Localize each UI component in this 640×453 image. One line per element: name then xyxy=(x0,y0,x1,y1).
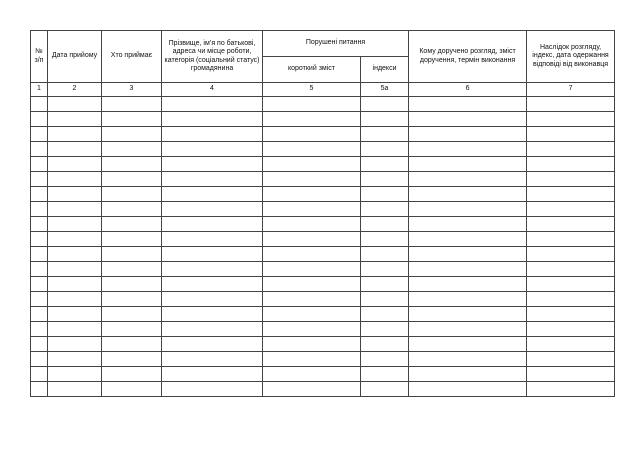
table-cell xyxy=(361,232,409,247)
table-cell xyxy=(361,382,409,397)
table-cell xyxy=(48,172,102,187)
table-cell xyxy=(361,172,409,187)
table-row xyxy=(31,127,615,142)
table-cell xyxy=(263,127,361,142)
table-cell xyxy=(263,187,361,202)
table-cell xyxy=(31,187,48,202)
table-row xyxy=(31,352,615,367)
table-cell xyxy=(162,142,263,157)
blank-entry-rows xyxy=(31,97,615,397)
header-short-content: короткий зміст xyxy=(263,57,361,83)
table-cell xyxy=(361,187,409,202)
table-cell xyxy=(361,217,409,232)
header-issues-group: Порушені питання xyxy=(263,31,409,57)
table-cell xyxy=(31,382,48,397)
table-cell xyxy=(409,322,527,337)
table-cell xyxy=(102,352,162,367)
table-cell xyxy=(48,112,102,127)
table-cell xyxy=(263,202,361,217)
table-cell xyxy=(527,322,615,337)
table-cell xyxy=(31,217,48,232)
table-cell xyxy=(409,352,527,367)
table-cell xyxy=(48,322,102,337)
table-cell xyxy=(31,112,48,127)
table-cell xyxy=(527,277,615,292)
table-cell xyxy=(409,97,527,112)
table-cell xyxy=(361,277,409,292)
table-row xyxy=(31,202,615,217)
table-cell xyxy=(162,172,263,187)
table-cell xyxy=(409,292,527,307)
table-cell xyxy=(361,322,409,337)
table-row xyxy=(31,142,615,157)
table-cell xyxy=(102,307,162,322)
table-cell xyxy=(31,352,48,367)
table-row xyxy=(31,277,615,292)
table-cell xyxy=(31,262,48,277)
table-cell xyxy=(102,97,162,112)
table-cell xyxy=(527,217,615,232)
table-cell xyxy=(162,232,263,247)
table-cell xyxy=(527,352,615,367)
table-cell xyxy=(361,292,409,307)
table-cell xyxy=(527,142,615,157)
table-cell xyxy=(527,367,615,382)
table-cell xyxy=(102,322,162,337)
table-cell xyxy=(409,247,527,262)
table-cell xyxy=(527,97,615,112)
column-number-cell: 7 xyxy=(527,83,615,97)
table-cell xyxy=(409,382,527,397)
header-date-received: Дата прийому xyxy=(48,31,102,83)
table-cell xyxy=(102,142,162,157)
table-row xyxy=(31,337,615,352)
header-assigned-to: Кому доручено розгляд, зміст доручення, термін виконання xyxy=(409,31,527,83)
table-cell xyxy=(31,97,48,112)
column-number-cell: 3 xyxy=(102,83,162,97)
table-row xyxy=(31,292,615,307)
table-row xyxy=(31,187,615,202)
table-cell xyxy=(102,202,162,217)
header-received-by: Хто приймає xyxy=(102,31,162,83)
table-cell xyxy=(102,127,162,142)
table-cell xyxy=(31,367,48,382)
table-cell xyxy=(31,337,48,352)
table-row xyxy=(31,97,615,112)
table-row xyxy=(31,172,615,187)
table-cell xyxy=(361,337,409,352)
table-cell xyxy=(263,292,361,307)
header-indices: індекси xyxy=(361,57,409,83)
table-cell xyxy=(361,157,409,172)
table-cell xyxy=(527,337,615,352)
table-cell xyxy=(48,262,102,277)
table-cell xyxy=(263,262,361,277)
table-cell xyxy=(31,142,48,157)
table-cell xyxy=(263,112,361,127)
table-cell xyxy=(409,337,527,352)
table-cell xyxy=(409,202,527,217)
table-cell xyxy=(409,172,527,187)
table-row xyxy=(31,262,615,277)
table-cell xyxy=(102,112,162,127)
table-row xyxy=(31,232,615,247)
table-cell xyxy=(48,202,102,217)
header-number: № з/п xyxy=(31,31,48,83)
table-cell xyxy=(263,352,361,367)
table-cell xyxy=(361,97,409,112)
table-cell xyxy=(48,337,102,352)
column-number-cell: 4 xyxy=(162,83,263,97)
table-cell xyxy=(527,187,615,202)
table-cell xyxy=(527,292,615,307)
table-cell xyxy=(263,157,361,172)
table-row xyxy=(31,382,615,397)
table-cell xyxy=(409,157,527,172)
table-row xyxy=(31,367,615,382)
journal-sheet xyxy=(30,30,614,397)
table-cell xyxy=(263,232,361,247)
table-row xyxy=(31,157,615,172)
table-cell xyxy=(263,142,361,157)
table-cell xyxy=(361,112,409,127)
table-cell xyxy=(409,112,527,127)
column-number-cell: 6 xyxy=(409,83,527,97)
table-cell xyxy=(48,142,102,157)
table-cell xyxy=(162,262,263,277)
table-cell xyxy=(527,172,615,187)
column-number-cell: 5а xyxy=(361,83,409,97)
table-cell xyxy=(527,382,615,397)
table-cell xyxy=(361,307,409,322)
table-cell xyxy=(527,127,615,142)
table-cell xyxy=(102,337,162,352)
table-cell xyxy=(48,292,102,307)
table-cell xyxy=(409,127,527,142)
table-cell xyxy=(102,262,162,277)
table-cell xyxy=(48,277,102,292)
table-cell xyxy=(263,172,361,187)
table-cell xyxy=(162,292,263,307)
table-cell xyxy=(409,307,527,322)
table-cell xyxy=(48,217,102,232)
table-cell xyxy=(48,127,102,142)
table-row xyxy=(31,112,615,127)
table-cell xyxy=(263,307,361,322)
table-cell xyxy=(31,277,48,292)
table-cell xyxy=(527,202,615,217)
table-cell xyxy=(102,172,162,187)
table-cell xyxy=(162,382,263,397)
table-cell xyxy=(31,322,48,337)
table-cell xyxy=(263,97,361,112)
table-cell xyxy=(162,187,263,202)
table-cell xyxy=(162,127,263,142)
table-cell xyxy=(31,127,48,142)
table-cell xyxy=(361,142,409,157)
column-number-row xyxy=(31,83,615,97)
table-cell xyxy=(102,217,162,232)
column-number-cell: 1 xyxy=(31,83,48,97)
table-cell xyxy=(361,202,409,217)
header-result: Наслідок розгляду, індекс, дата одержання відповіді від виконавця xyxy=(527,31,615,83)
table-cell xyxy=(102,367,162,382)
table-cell xyxy=(31,307,48,322)
table-cell xyxy=(361,127,409,142)
table-cell xyxy=(48,187,102,202)
table-cell xyxy=(263,382,361,397)
table-cell xyxy=(102,232,162,247)
table-cell xyxy=(162,112,263,127)
citizen-reception-journal-table xyxy=(30,30,615,397)
table-cell xyxy=(162,157,263,172)
table-cell xyxy=(102,292,162,307)
table-cell xyxy=(31,292,48,307)
table-cell xyxy=(162,277,263,292)
table-cell xyxy=(409,367,527,382)
table-cell xyxy=(162,352,263,367)
table-cell xyxy=(31,232,48,247)
table-cell xyxy=(48,352,102,367)
table-cell xyxy=(409,142,527,157)
table-cell xyxy=(102,187,162,202)
table-cell xyxy=(48,367,102,382)
table-cell xyxy=(162,202,263,217)
table-cell xyxy=(263,247,361,262)
table-cell xyxy=(409,277,527,292)
table-row xyxy=(31,217,615,232)
table-cell xyxy=(102,382,162,397)
table-cell xyxy=(527,262,615,277)
table-cell xyxy=(263,277,361,292)
table-cell xyxy=(31,157,48,172)
table-cell xyxy=(409,262,527,277)
table-cell xyxy=(31,202,48,217)
table-cell xyxy=(263,217,361,232)
table-cell xyxy=(162,97,263,112)
table-cell xyxy=(409,232,527,247)
column-number-cell: 5 xyxy=(263,83,361,97)
table-cell xyxy=(31,172,48,187)
table-cell xyxy=(48,307,102,322)
table-cell xyxy=(527,232,615,247)
table-cell xyxy=(48,232,102,247)
header-citizen-info: Прізвище, ім’я по батькові, адреса чи місце роботи, категорія (соціальний статус) громадянина xyxy=(162,31,263,83)
table-cell xyxy=(361,352,409,367)
table-cell xyxy=(527,247,615,262)
table-cell xyxy=(48,247,102,262)
table-cell xyxy=(162,322,263,337)
table-cell xyxy=(48,157,102,172)
table-cell xyxy=(527,307,615,322)
table-cell xyxy=(162,337,263,352)
table-cell xyxy=(409,217,527,232)
table-cell xyxy=(162,247,263,262)
table-cell xyxy=(361,247,409,262)
table-cell xyxy=(162,367,263,382)
table-cell xyxy=(263,322,361,337)
table-cell xyxy=(409,187,527,202)
header-row-top xyxy=(31,31,615,57)
table-row xyxy=(31,247,615,262)
table-cell xyxy=(102,157,162,172)
table-row xyxy=(31,307,615,322)
table-cell xyxy=(102,247,162,262)
table-cell xyxy=(527,112,615,127)
table-cell xyxy=(263,367,361,382)
table-row xyxy=(31,322,615,337)
table-cell xyxy=(162,217,263,232)
table-cell xyxy=(48,97,102,112)
table-cell xyxy=(361,367,409,382)
table-cell xyxy=(48,382,102,397)
table-cell xyxy=(162,307,263,322)
table-cell xyxy=(527,157,615,172)
table-cell xyxy=(361,262,409,277)
table-cell xyxy=(102,277,162,292)
table-cell xyxy=(31,247,48,262)
table-cell xyxy=(263,337,361,352)
column-number-cell: 2 xyxy=(48,83,102,97)
